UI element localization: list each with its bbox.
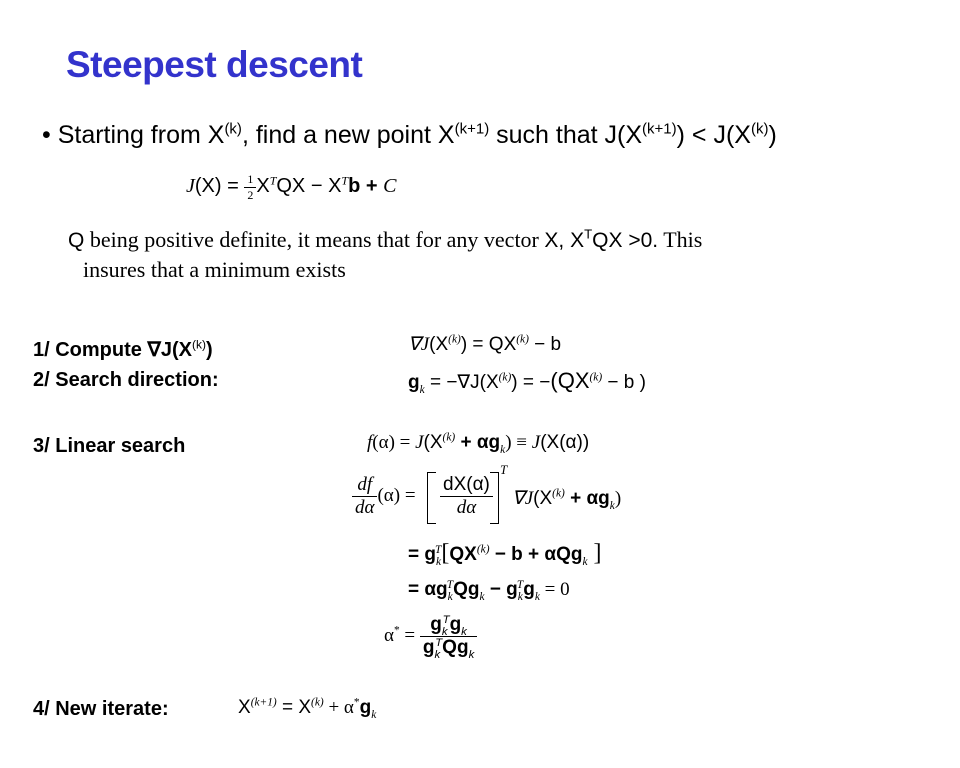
bullet-text-such: such that J( bbox=[489, 121, 626, 149]
frac-num-g: g bbox=[449, 614, 462, 635]
eq-sub: k bbox=[371, 708, 377, 721]
bullet-text-close: ) bbox=[768, 121, 777, 149]
note-var: X, X bbox=[544, 229, 585, 252]
transpose-sup bbox=[500, 462, 507, 478]
step-text: ) bbox=[205, 339, 213, 361]
eq-text: (QX bbox=[550, 368, 590, 393]
bullet-sup: (k+1) bbox=[642, 120, 677, 138]
step-text: 1/ Compute ∇J(X bbox=[33, 339, 192, 361]
frac-num bbox=[420, 614, 477, 637]
eq-sup: (k) bbox=[311, 696, 324, 709]
eq-symbol: f bbox=[367, 432, 373, 453]
eq-text: (α) = bbox=[377, 484, 416, 506]
eq-text: − g bbox=[484, 579, 518, 600]
objective-equation bbox=[186, 172, 396, 203]
eq-text: QX − X bbox=[276, 175, 342, 198]
eq-var: X bbox=[256, 175, 270, 198]
eq-var: g bbox=[359, 697, 372, 718]
dx-dalpha-fraction bbox=[440, 474, 493, 519]
eq-text: g bbox=[523, 579, 535, 600]
eq-text: + α bbox=[323, 697, 354, 718]
eq-sup: (k) bbox=[448, 333, 461, 346]
eq-text: + αg bbox=[564, 488, 610, 509]
bullet-sup: (k+1) bbox=[454, 120, 490, 138]
eq-text: (X bbox=[533, 488, 553, 509]
frac-num: 1 bbox=[244, 172, 256, 188]
eq-sub: k bbox=[582, 555, 588, 568]
eq-symbol: J bbox=[415, 432, 424, 453]
gradient-equation bbox=[408, 333, 561, 356]
eq-text: = bbox=[399, 624, 420, 646]
close-bracket: ] bbox=[587, 540, 602, 566]
bullet-var: X bbox=[625, 121, 643, 149]
bullet-var: X bbox=[437, 121, 455, 149]
frac-num: df bbox=[352, 474, 377, 497]
eq-text: = −∇J bbox=[424, 372, 480, 393]
step-3-label: 3/ Linear search bbox=[33, 435, 186, 457]
eq-sup: T bbox=[435, 543, 442, 556]
step-2-label: 2/ Search direction: bbox=[33, 369, 219, 391]
note-text: being positive definite, it means that for any vector bbox=[84, 227, 545, 252]
eq-text: ) ≡ bbox=[505, 432, 532, 453]
new-iterate-equation bbox=[238, 697, 376, 719]
eq-symbol: C bbox=[383, 175, 397, 198]
eq-sup: (k) bbox=[589, 371, 603, 384]
note-var: QX >0. bbox=[592, 229, 659, 252]
eq-text: (α) = bbox=[372, 432, 416, 453]
bullet-statement bbox=[42, 121, 777, 150]
eq-sub: k bbox=[441, 625, 448, 638]
note-sup: T bbox=[584, 226, 593, 242]
eq-text: − b bbox=[528, 334, 562, 355]
eq-sub: k bbox=[435, 555, 442, 568]
half-fraction bbox=[244, 172, 256, 203]
eq-symbol: J bbox=[531, 432, 541, 453]
eq-sub: k bbox=[479, 590, 485, 603]
df-dalpha-fraction bbox=[352, 474, 377, 519]
derivative-rhs bbox=[512, 487, 621, 510]
eq-text: (X bbox=[423, 432, 443, 453]
frac-den bbox=[420, 637, 477, 659]
eq-text: ) = QX bbox=[460, 334, 517, 355]
eq-sub: k bbox=[447, 590, 453, 603]
eq-sub: k bbox=[468, 648, 475, 661]
eq-sup: (k) bbox=[476, 543, 490, 556]
eq-text: = g bbox=[408, 544, 436, 565]
eq-sup: * bbox=[353, 696, 360, 709]
bullet-sup: (k) bbox=[750, 120, 769, 138]
eq-var: X bbox=[238, 697, 251, 718]
frac-den: dα bbox=[355, 497, 375, 518]
expansion-line-1 bbox=[408, 540, 602, 567]
eq-symbol: ∇J bbox=[512, 488, 534, 509]
direction-equation bbox=[408, 368, 646, 394]
eq-text: (X(α)) bbox=[540, 432, 590, 453]
eq-sup: T bbox=[435, 636, 443, 649]
left-bracket bbox=[427, 472, 436, 524]
eq-sub: k bbox=[609, 499, 615, 512]
note-text: This bbox=[658, 227, 703, 252]
eq-sup: T bbox=[269, 173, 277, 188]
eq-sub: k bbox=[517, 590, 523, 603]
frac-num-g: g bbox=[430, 614, 442, 635]
eq-text: + αg bbox=[455, 432, 501, 453]
note-line-1 bbox=[68, 227, 702, 253]
frac-den-g: g bbox=[422, 637, 435, 658]
eq-sup: T bbox=[341, 173, 349, 188]
frac-den-qg: Qg bbox=[442, 637, 469, 658]
frac-den: dα bbox=[456, 497, 477, 518]
alpha-star-fraction bbox=[420, 614, 477, 659]
step-4-label: 4/ New iterate: bbox=[33, 698, 169, 720]
expansion-line-2 bbox=[408, 579, 570, 601]
eq-sup: T bbox=[516, 578, 524, 591]
right-bracket bbox=[490, 472, 499, 524]
derivative-lhs bbox=[352, 474, 416, 519]
eq-sup: (k) bbox=[442, 431, 456, 444]
eq-sup: T bbox=[442, 613, 450, 626]
eq-sup: (k+1) bbox=[250, 696, 277, 709]
eq-sub: k bbox=[434, 648, 441, 661]
note-line-2: insures that a minimum exists bbox=[83, 257, 346, 282]
eq-text: b + bbox=[348, 175, 384, 198]
eq-text: Qg bbox=[453, 579, 480, 600]
eq-sub: k bbox=[500, 443, 506, 456]
eq-sup: (k) bbox=[516, 333, 529, 346]
bullet-text-start: • Starting from bbox=[42, 121, 208, 149]
eq-sub: k bbox=[419, 383, 425, 396]
dx-dalpha bbox=[440, 474, 493, 519]
linear-search-equation bbox=[367, 432, 589, 454]
step-sup: (k) bbox=[191, 337, 206, 352]
bullet-text-lt: ) < J( bbox=[676, 121, 735, 149]
eq-sub: k bbox=[534, 590, 540, 603]
bullet-sup: (k) bbox=[224, 120, 242, 138]
open-bracket: [ bbox=[441, 540, 450, 566]
eq-text: ) bbox=[614, 488, 622, 509]
note-var: Q bbox=[68, 229, 85, 252]
step-1-label bbox=[33, 337, 213, 362]
eq-sup: * bbox=[393, 624, 400, 637]
frac-den: 2 bbox=[247, 188, 254, 202]
eq-text: QX bbox=[449, 544, 477, 565]
bullet-var: X bbox=[207, 121, 225, 149]
eq-sup: T bbox=[446, 578, 454, 591]
eq-text: = 0 bbox=[539, 579, 570, 600]
eq-sup: T bbox=[500, 462, 508, 477]
eq-sub: k bbox=[461, 625, 467, 638]
eq-text: − b + αQg bbox=[489, 544, 583, 565]
eq-symbol: α bbox=[384, 624, 394, 646]
eq-text: (X bbox=[479, 372, 499, 393]
bullet-text-mid: , find a new point bbox=[241, 121, 438, 149]
optimal-step-equation bbox=[384, 614, 477, 659]
eq-sup: (k) bbox=[498, 371, 512, 384]
eq-text: (X bbox=[429, 334, 449, 355]
frac-num: dX(α) bbox=[440, 474, 493, 497]
eq-text: ) = − bbox=[511, 372, 551, 393]
eq-symbol: ∇J bbox=[408, 334, 430, 355]
eq-symbol: J bbox=[186, 175, 195, 198]
eq-text: = αg bbox=[408, 579, 448, 600]
eq-text: = X bbox=[276, 697, 312, 718]
eq-text: (X) = bbox=[194, 175, 245, 198]
eq-var: g bbox=[408, 372, 420, 393]
eq-text: − b ) bbox=[602, 372, 646, 393]
eq-sup: (k) bbox=[552, 487, 565, 500]
slide-title: Steepest descent bbox=[66, 44, 363, 85]
bullet-var: X bbox=[734, 121, 751, 149]
